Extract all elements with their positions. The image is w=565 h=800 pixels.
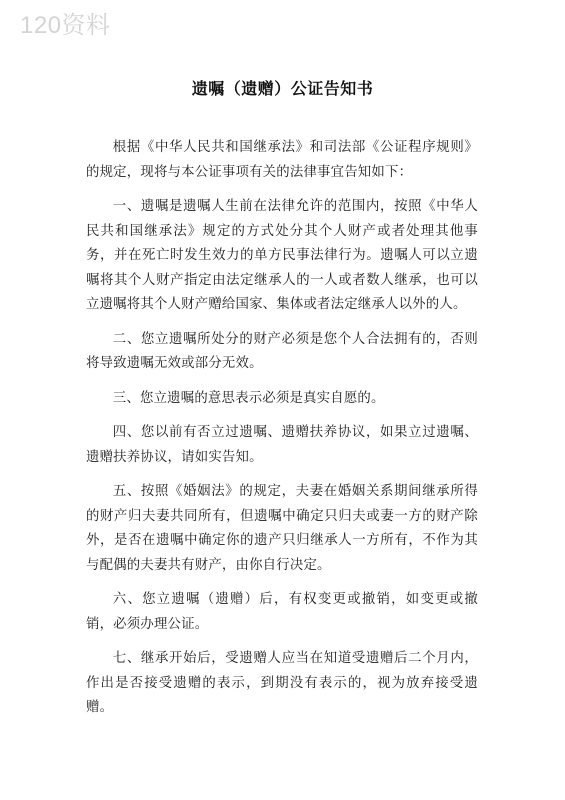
paragraph-item-4: 四、您以前有否立过遗嘱、遗赠扶养协议，如果立过遗嘱、遗赠扶养协议，请如实告知。 [86,425,478,465]
paragraph-intro: 根据《中华人民共和国继承法》和司法部《公证程序规则》的规定，现将与本公证事项有关的法律事宜告知如下： [86,140,478,180]
paragraph-item-6: 六、您立遗嘱（遗赠）后，有权变更或撤销，如变更或撤销，必须办理公证。 [86,592,478,632]
paragraph-item-1: 一、遗嘱是遗嘱人生前在法律允许的范围内，按照《中华人民共和国继承法》规定的方式处分其个人财产或者处理其他事务，并在死亡时发生效力的单方民事法律行为。遗嘱人可以立遗嘱将其个人财产指定由法定继承人的一人或者数人继承，也可以立遗嘱将其个人财产赠给国家、集体或者法定继承人以外的人。 [86,199,478,312]
paragraph-item-2: 二、您立遗嘱所处分的财产必须是您个人合法拥有的，否则将导致遗嘱无效或部分无效。 [86,331,478,371]
paragraph-item-3: 三、您立遗嘱的意思表示必须是真实自愿的。 [112,390,385,406]
document-body [86,136,478,721]
paragraph-item-7: 七、继承开始后，受遗赠人应当在知道受遗赠后二个月内，作出是否接受遗赠的表示，到期没有表示的，视为放弃接受遗赠。 [86,651,478,715]
document-title: 遗嘱（遗赠）公证告知书 [191,79,374,98]
watermark-text: 120资料 [20,12,111,39]
paragraph-item-5: 五、按照《婚姻法》的规定，夫妻在婚姻关系期间继承所得的财产归夫妻共同所有，但遗嘱中确定只归夫或妻一方的财产除外，是否在遗嘱中确定你的遗产只归继承人一方所有，不作为其与配偶的夫妻共有财产，由你自行决定。 [86,484,478,573]
